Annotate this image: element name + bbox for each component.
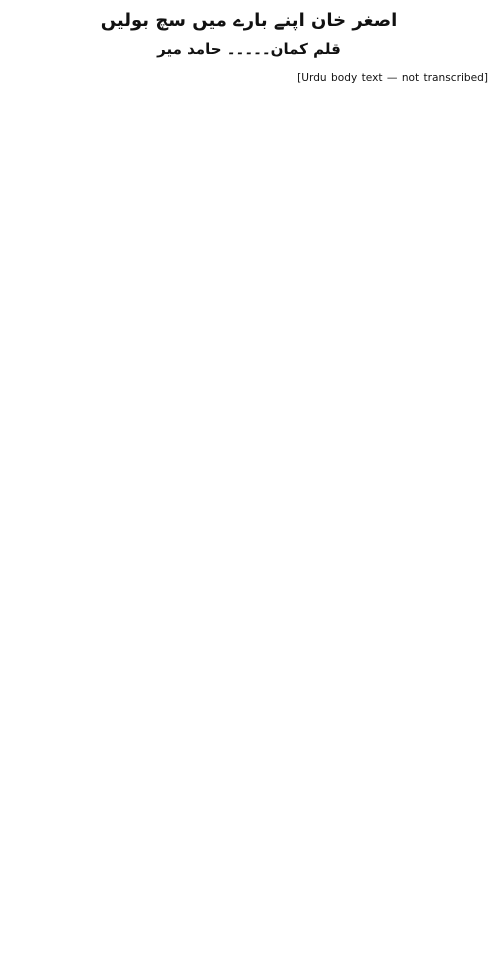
article-byline: قلم کمان۔۔۔۔۔ حامد میر [157, 40, 341, 58]
article-headline: اصغر خان اپنے بارے میں سچ بولیں [100, 10, 398, 31]
article-paragraph: [Urdu body text — not transcribed] [297, 72, 488, 84]
article-body [10, 70, 488, 87]
